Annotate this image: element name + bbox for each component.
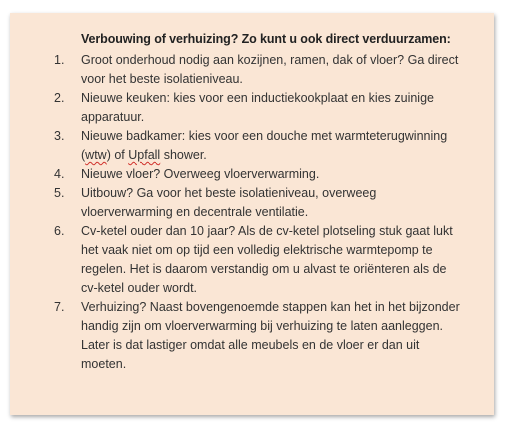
list-item-number: 5. (54, 186, 65, 200)
list-item (10, 222, 494, 298)
paren-open: ( (81, 148, 86, 162)
list-item-line: Nieuwe vloer? Overweeg vloerverwarming. (81, 167, 320, 181)
list-item-line: voor het beste isolatieniveau. (81, 72, 243, 86)
list-item-line: het vaak niet om op tijd een volledig elektrische warmtepomp te (81, 243, 433, 257)
list-item-text (81, 298, 481, 374)
list-item-text (81, 165, 481, 184)
list-item-number: 6. (54, 224, 65, 238)
list-item (10, 127, 494, 165)
list-item-text (81, 89, 481, 127)
list-item-line: Later is dat lastiger omdat alle meubels en de vloer er dan uit (81, 338, 420, 352)
list-item (10, 184, 494, 222)
list-item (10, 298, 494, 374)
list-item-line: cv-ketel ouder wordt. (81, 281, 198, 295)
list-item (10, 51, 494, 89)
list-item-line: handig zijn om vloerverwarming bij verhuizing te laten aanleggen. (81, 319, 444, 333)
list-item-line: regelen. Het is daarom verstandig om u alvast te oriënteren als de (81, 262, 447, 276)
misspelled-word-upfall[interactable]: Upfall (128, 148, 161, 162)
list-item-line: Cv-ketel ouder dan 10 jaar? Als de cv-ketel plotseling stuk gaat lukt (81, 224, 453, 238)
list-item-line: Verhuizing? Naast bovengenoemde stappen kan het in het bijzonder (81, 300, 460, 314)
misspelled-word-wtw[interactable]: wtw (85, 148, 107, 162)
numbered-list (10, 51, 494, 374)
list-item-text (81, 222, 481, 298)
list-item-text (81, 127, 481, 165)
list-item-line: Nieuwe badkamer: kies voor een douche met warmteterugwinning (81, 129, 448, 143)
list-item-line: vloerverwarming en decentrale ventilatie. (81, 205, 309, 219)
list-item (10, 165, 494, 184)
line-text: ) of (106, 148, 129, 162)
list-item-line (81, 146, 481, 165)
list-item-line: Nieuwe keuken: kies voor een inductiekookplaat en kies zuinige (81, 91, 434, 105)
document-title: Verbouwing of verhuizing? Zo kunt u ook direct verduurzamen: (81, 32, 451, 46)
list-item (10, 89, 494, 127)
line-text: shower. (160, 148, 207, 162)
list-item-line: moeten. (81, 357, 127, 371)
list-item-number: 4. (54, 167, 65, 181)
list-item-number: 2. (54, 91, 65, 105)
list-item-number: 1. (54, 53, 65, 67)
list-item-line: Uitbouw? Ga voor het beste isolatieniveau, overweeg (81, 186, 377, 200)
list-item-line: Groot onderhoud nodig aan kozijnen, ramen, dak of vloer? Ga direct (81, 53, 459, 67)
list-item-text (81, 51, 481, 89)
list-item-line: apparatuur. (81, 110, 145, 124)
list-item-number: 7. (54, 300, 65, 314)
list-item-number: 3. (54, 129, 65, 143)
document-card (10, 13, 494, 415)
list-item-text (81, 184, 481, 222)
